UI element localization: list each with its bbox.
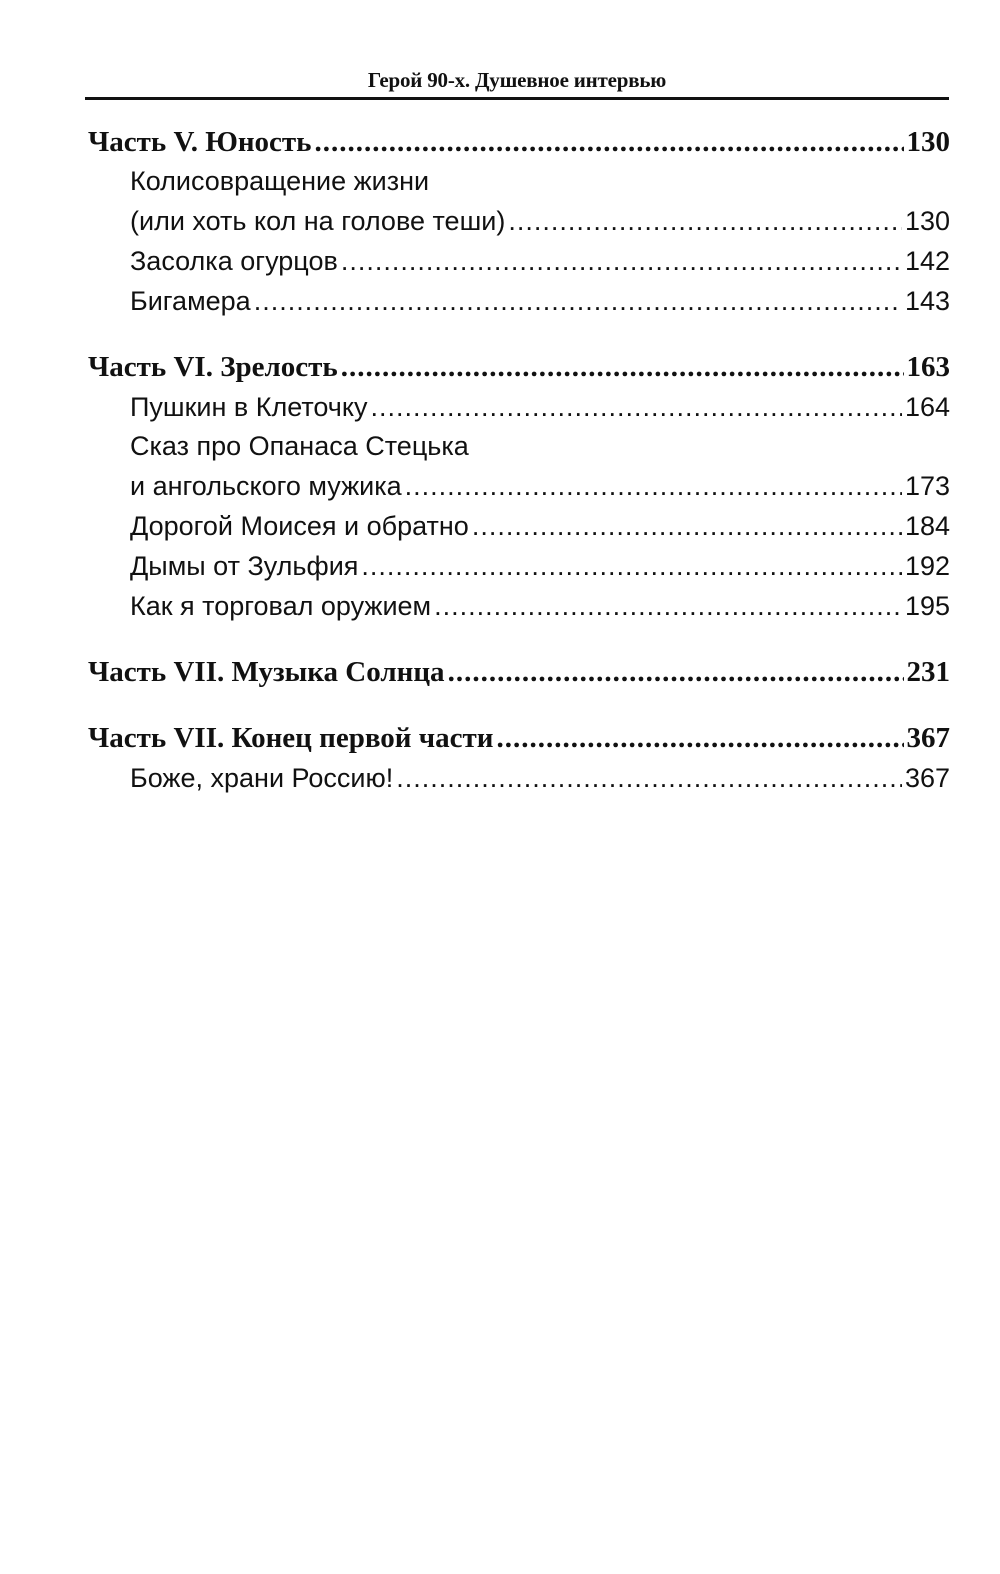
dot-leader bbox=[371, 388, 902, 427]
page-number: 195 bbox=[904, 591, 950, 621]
item-title: и ангольского мужика bbox=[130, 471, 402, 501]
page-number: 367 bbox=[904, 763, 950, 793]
toc-part-row[interactable] bbox=[88, 652, 950, 692]
part-title: Часть V. Юность bbox=[88, 126, 312, 158]
item-title: Засолка огурцов bbox=[130, 246, 338, 276]
running-head: Герой 90-х. Душевное интервью bbox=[367, 68, 667, 92]
dot-leader bbox=[496, 718, 903, 758]
header-rule bbox=[85, 97, 949, 100]
toc-part-row[interactable] bbox=[88, 718, 950, 758]
toc-part-7b bbox=[88, 718, 950, 798]
page-number: 164 bbox=[904, 392, 950, 422]
toc-item-line[interactable]: Сказ про Опанаса Стецька bbox=[130, 431, 469, 461]
toc-item-row[interactable] bbox=[88, 282, 950, 321]
page-number: 231 bbox=[906, 656, 950, 688]
dot-leader bbox=[448, 652, 904, 692]
toc-part-row[interactable] bbox=[88, 122, 950, 162]
page-number: 192 bbox=[904, 551, 950, 581]
item-title: Пушкин в Клеточку bbox=[130, 392, 368, 422]
dot-leader bbox=[341, 347, 904, 387]
toc-item-row[interactable] bbox=[88, 507, 950, 546]
page-number: 163 bbox=[906, 351, 950, 383]
toc-item-row[interactable] bbox=[88, 242, 950, 281]
toc-item-line[interactable]: Колисовращение жизни bbox=[130, 166, 430, 196]
page-number: 367 bbox=[906, 722, 950, 754]
toc-part-7 bbox=[88, 652, 950, 692]
dot-leader bbox=[472, 507, 902, 546]
dot-leader bbox=[434, 587, 902, 626]
toc-item-row[interactable] bbox=[88, 202, 950, 241]
dot-leader bbox=[508, 202, 902, 241]
dot-leader bbox=[361, 547, 902, 586]
page-number: 130 bbox=[904, 206, 950, 236]
dot-leader bbox=[254, 282, 902, 321]
page-number: 173 bbox=[904, 471, 950, 501]
item-title: Как я торговал оружием bbox=[130, 591, 432, 621]
dot-leader bbox=[396, 759, 902, 798]
part-title: Часть VII. Конец первой части bbox=[88, 722, 494, 754]
toc-item-row[interactable] bbox=[88, 388, 950, 427]
toc-part-5 bbox=[88, 122, 950, 321]
toc-item-row[interactable] bbox=[88, 547, 950, 586]
dot-leader bbox=[341, 242, 902, 281]
page-number: 130 bbox=[906, 126, 950, 158]
toc-item-row[interactable] bbox=[88, 587, 950, 626]
page-number: 142 bbox=[904, 246, 950, 276]
item-title: Дымы от Зульфия bbox=[130, 551, 359, 581]
item-title: Бигамера bbox=[130, 286, 251, 316]
part-title: Часть VI. Зрелость bbox=[88, 351, 338, 383]
item-title: (или хоть кол на голове теши) bbox=[130, 206, 506, 236]
toc-item-row[interactable] bbox=[88, 759, 950, 798]
page-number: 143 bbox=[904, 286, 950, 316]
page-number: 184 bbox=[904, 511, 950, 541]
toc-part-row[interactable] bbox=[88, 347, 950, 387]
dot-leader bbox=[405, 467, 902, 506]
item-title: Дорогой Моисея и обратно bbox=[130, 511, 469, 541]
table-of-contents bbox=[88, 122, 950, 824]
toc-part-6 bbox=[88, 347, 950, 626]
dot-leader bbox=[315, 122, 904, 162]
toc-item-row[interactable] bbox=[88, 467, 950, 506]
part-title: Часть VII. Музыка Солнца bbox=[88, 656, 445, 688]
item-title: Боже, храни Россию! bbox=[130, 763, 394, 793]
